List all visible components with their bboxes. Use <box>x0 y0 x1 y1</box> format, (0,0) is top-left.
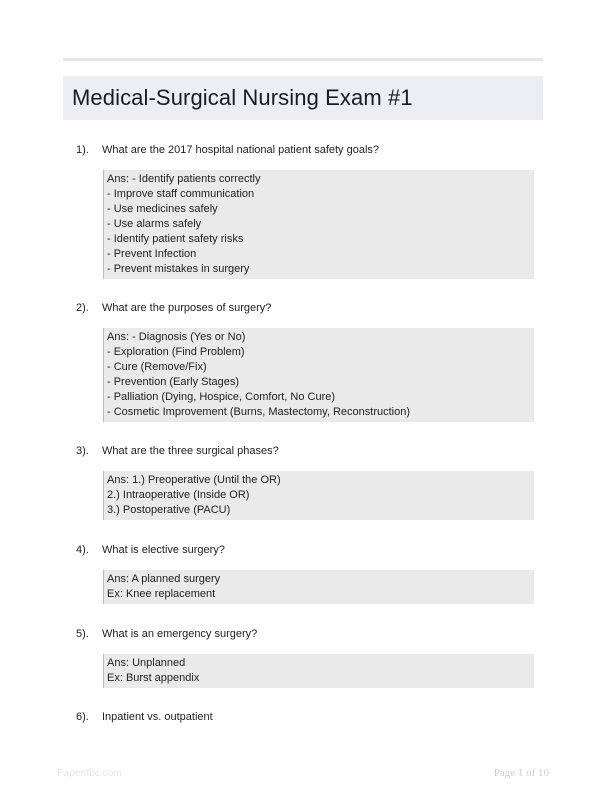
question-text: What is elective surgery? <box>102 544 225 556</box>
answer-line: Ans: - Diagnosis (Yes or No) <box>107 331 246 343</box>
answer-box <box>103 654 534 688</box>
question-number: 1). <box>76 144 89 156</box>
question-number: 6). <box>76 711 89 723</box>
answer-line: Ans: 1.) Preoperative (Until the OR) <box>107 474 281 486</box>
question-text: What is an emergency surgery? <box>102 628 258 640</box>
question-text: What are the purposes of surgery? <box>102 302 272 314</box>
answer-line: - Cosmetic Improvement (Burns, Mastectomy, Reconstruction) <box>107 406 410 418</box>
answer-box <box>103 471 534 520</box>
answer-line: Ans: - Identify patients correctly <box>107 173 261 185</box>
answer-line: Ans: A planned surgery <box>107 573 221 585</box>
answer-line: - Cure (Remove/Fix) <box>107 361 207 373</box>
page-indicator: Page 1 of 10 <box>493 767 549 779</box>
answer-line: Ex: Burst appendix <box>107 672 200 684</box>
answer-line: - Use medicines safely <box>107 203 218 215</box>
answer-box <box>103 328 534 422</box>
answer-line: - Prevention (Early Stages) <box>107 376 240 388</box>
answer-line: - Prevent mistakes in surgery <box>107 263 250 275</box>
question-text: What are the 2017 hospital national patient safety goals? <box>102 144 380 156</box>
top-divider <box>63 58 543 61</box>
footer-watermark: Papertfbc.com <box>57 768 122 779</box>
question-number: 3). <box>76 445 89 457</box>
answer-line: - Palliation (Dying, Hospice, Comfort, No Cure) <box>107 391 336 403</box>
title-banner <box>63 76 543 120</box>
answer-line: - Identify patient safety risks <box>107 233 244 245</box>
question-number: 5). <box>76 628 89 640</box>
answer-line: 3.) Postoperative (PACU) <box>107 504 231 516</box>
answer-line: Ex: Knee replacement <box>107 588 216 600</box>
answer-line: Ans: Unplanned <box>107 657 186 669</box>
answer-box <box>103 170 534 279</box>
question-number: 2). <box>76 302 89 314</box>
answer-line: - Use alarms safely <box>107 218 202 230</box>
answer-line: - Prevent Infection <box>107 248 197 260</box>
answer-box <box>103 570 534 604</box>
page-title: Medical-Surgical Nursing Exam #1 <box>72 85 413 110</box>
question-number: 4). <box>76 544 89 556</box>
answer-line: - Exploration (Find Problem) <box>107 346 245 358</box>
question-text: Inpatient vs. outpatient <box>102 711 213 723</box>
question-text: What are the three surgical phases? <box>102 445 279 457</box>
answer-line: 2.) Intraoperative (Inside OR) <box>107 489 250 501</box>
answer-line: - Improve staff communication <box>107 188 255 200</box>
